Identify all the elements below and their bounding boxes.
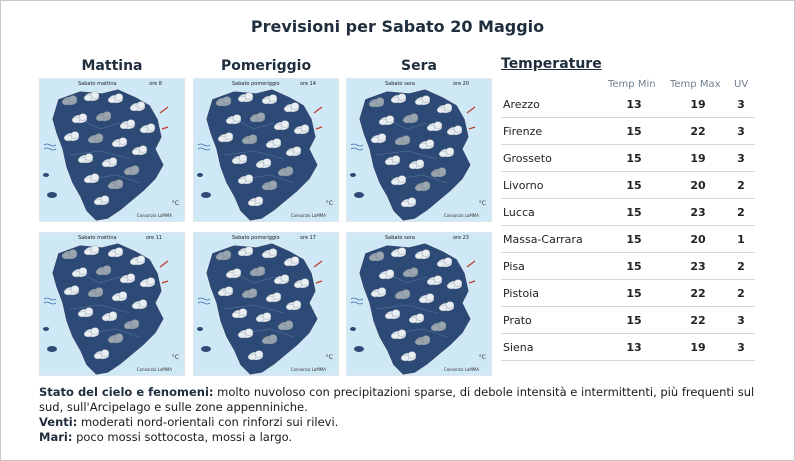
temp-max-value: 20 <box>690 179 706 192</box>
uv-value: 2 <box>737 179 745 192</box>
map-credit: Consorzio LaMMA <box>290 367 326 372</box>
city-name: Lucca <box>503 206 535 219</box>
map-credit: Consorzio LaMMA <box>443 213 479 218</box>
map-temp-legend: °C <box>171 200 179 207</box>
temp-min-value: 13 <box>626 341 642 354</box>
city-name: Grosseto <box>503 152 552 165</box>
header-temp-min: Temp Min <box>608 79 656 90</box>
map-graphic <box>40 79 185 222</box>
temp-max-value: 23 <box>690 206 706 219</box>
temp-min-value: 15 <box>626 179 642 192</box>
temp-min-value: 15 <box>626 260 642 273</box>
temp-min-value: 15 <box>626 125 642 138</box>
temp-max-value: 19 <box>690 152 706 165</box>
temp-min-value: 15 <box>626 314 642 327</box>
city-name: Pisa <box>503 260 525 273</box>
uv-value: 3 <box>737 125 745 138</box>
map-period: Sabato pomeriggio <box>232 81 280 87</box>
temp-min-value: 15 <box>626 152 642 165</box>
temp-max-value: 20 <box>690 233 706 246</box>
uv-value: 3 <box>737 98 745 111</box>
temp-max-value: 19 <box>690 98 706 111</box>
uv-value: 2 <box>737 287 745 300</box>
city-name: Firenze <box>503 125 543 138</box>
forecast-description <box>39 385 759 445</box>
temperature-row <box>501 307 755 334</box>
temperature-row <box>501 118 755 145</box>
map-period: Sabato pomeriggio <box>232 235 280 241</box>
map-hour: ore 14 <box>299 81 316 87</box>
uv-value: 3 <box>737 341 745 354</box>
column-pomeriggio: Pomeriggio <box>220 58 312 74</box>
temp-min-value: 15 <box>626 233 642 246</box>
uv-value: 2 <box>737 206 745 219</box>
city-name: Massa-Carrara <box>503 233 583 246</box>
temperature-row <box>501 172 755 199</box>
city-name: Prato <box>503 314 532 327</box>
city-name: Pistoia <box>503 287 540 300</box>
temperature-row <box>501 91 755 118</box>
map-period: Sabato mattina <box>78 81 117 87</box>
temperature-row <box>501 334 755 361</box>
map-temp-legend: °C <box>171 354 179 361</box>
city-name: Livorno <box>503 179 544 192</box>
temperature-row <box>501 145 755 172</box>
map-temp-legend: °C <box>478 354 486 361</box>
sky-label: Stato del cielo e fenomeni: <box>39 385 214 399</box>
sky-line <box>39 385 759 415</box>
map-graphic <box>347 233 492 376</box>
weather-map <box>346 232 492 376</box>
temp-max-value: 23 <box>690 260 706 273</box>
sea-label: Mari: <box>39 430 73 444</box>
map-credit: Consorzio LaMMA <box>136 367 172 372</box>
uv-value: 3 <box>737 152 745 165</box>
weather-map <box>39 232 185 376</box>
map-hour: ore 11 <box>145 235 162 241</box>
map-temp-legend: °C <box>325 354 333 361</box>
map-credit: Consorzio LaMMA <box>136 213 172 218</box>
page-title: Previsioni per Sabato 20 Maggio <box>250 17 545 36</box>
map-graphic <box>194 233 339 376</box>
map-hour: ore 23 <box>452 235 469 241</box>
sea-line <box>39 430 759 445</box>
wind-line <box>39 415 759 430</box>
wind-text: moderati nord-orientali con rinforzi sui rilevi. <box>77 415 339 429</box>
map-hour: ore 8 <box>149 81 162 87</box>
temp-max-value: 22 <box>690 125 706 138</box>
map-hour: ore 20 <box>452 81 469 87</box>
column-sera: Sera <box>401 58 437 74</box>
map-period: Sabato sera <box>385 235 415 241</box>
temp-max-value: 22 <box>690 287 706 300</box>
map-temp-legend: °C <box>325 200 333 207</box>
sky-text: molto nuvoloso con precipitazioni sparse, di debole intensità e intermittenti, più frequenti sul sud, sull'Arcipelago e sulle zone appenniniche. <box>39 385 755 414</box>
uv-value: 1 <box>737 233 745 246</box>
map-graphic <box>194 79 339 222</box>
weather-map <box>346 78 492 222</box>
map-hour: ore 17 <box>299 235 316 241</box>
temp-max-value: 22 <box>690 314 706 327</box>
temp-max-value: 19 <box>690 341 706 354</box>
uv-value: 2 <box>737 260 745 273</box>
temperature-row <box>501 280 755 307</box>
temp-min-value: 15 <box>626 206 642 219</box>
map-period: Sabato sera <box>385 81 415 87</box>
city-name: Siena <box>503 341 534 354</box>
map-credit: Consorzio LaMMA <box>443 367 479 372</box>
weather-map <box>193 78 339 222</box>
map-temp-legend: °C <box>478 200 486 207</box>
temp-min-value: 13 <box>626 98 642 111</box>
map-credit: Consorzio LaMMA <box>290 213 326 218</box>
city-name: Arezzo <box>503 98 540 111</box>
map-period: Sabato mattina <box>78 235 117 241</box>
temperature-row <box>501 199 755 226</box>
temp-min-value: 15 <box>626 287 642 300</box>
sea-text: poco mossi sottocosta, mossi a largo. <box>72 430 293 444</box>
weather-map <box>39 78 185 222</box>
temperature-title: Temperature <box>501 56 602 72</box>
header-uv: UV <box>734 79 749 90</box>
wind-label: Venti: <box>39 415 78 429</box>
column-mattina: Mattina <box>81 58 143 74</box>
uv-value: 3 <box>737 314 745 327</box>
temperature-row <box>501 226 755 253</box>
header-temp-max: Temp Max <box>670 79 721 90</box>
temperature-row <box>501 253 755 280</box>
map-graphic <box>347 79 492 222</box>
weather-map <box>193 232 339 376</box>
map-graphic <box>40 233 185 376</box>
